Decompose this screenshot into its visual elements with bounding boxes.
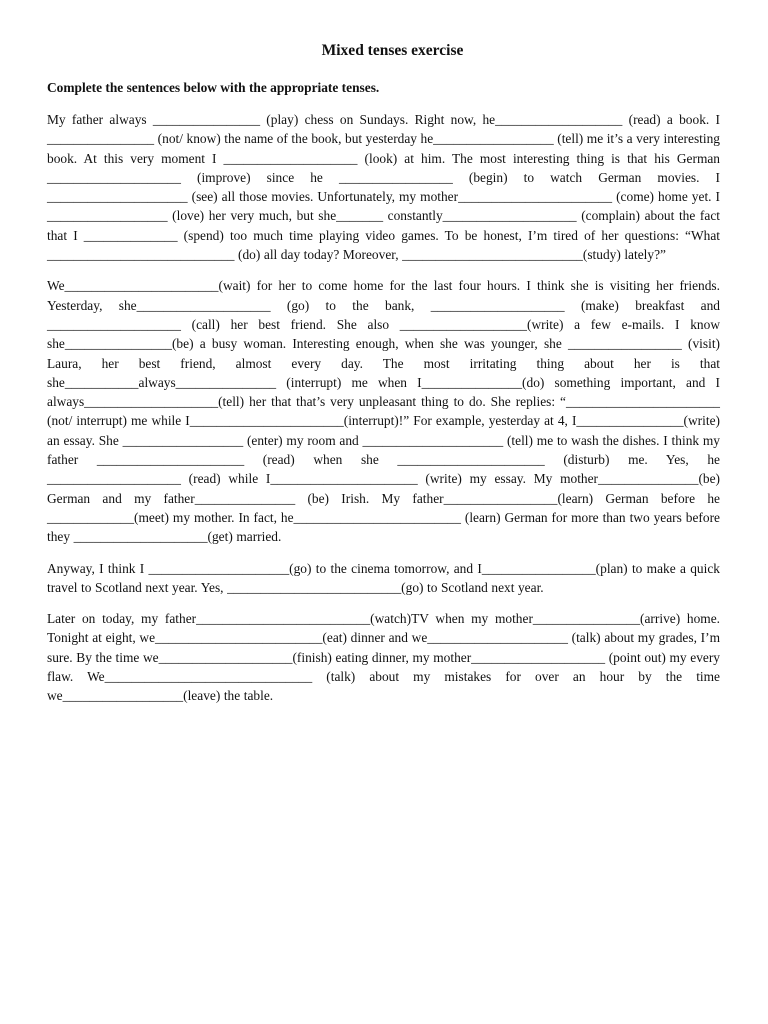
paragraph-1-text: My father always ________________ (play) chess on Sundays. Right now, he___________________ (read) a book. I ________________ (not/ know) the name of the book, but yesterday he__________________ (tell) me it’s a very interesting book. At this very moment I ____________________ (look) at him. The most interesting thing is that his German ____________________ (improve) since he _________________ (begin) to watch German movies. I _____________________ (see) all those movies. Unfortunately, my mother_______________________ (come) home yet. I __________________ (love) her very much, but she_______ constantly____________________ (complain) about the fact that I ______________ (spend) too much time playing video games. To be honest, I’m tired of her questions: “What ____________________________ (do) all day today? Moreover, ___________________________(study) lately?” <box>47 112 724 263</box>
paragraph-4-text: Later on today, my father__________________________(watch)TV when my mother________________(arrive) home. Tonight at eight, we_________________________(eat) dinner and we_____________________ (talk) about my grades, I’m sure. By the time we____________________(finish) eating dinner, my mother____________________ (point out) my every flaw. We_______________________________ (talk) about my mistakes for over an hour by the time we__________________(leave) the table. <box>47 611 724 704</box>
paragraph-2-text: We_______________________(wait) for her to come home for the last four hours. I think she is visiting her friends. Yesterday, she____________________ (go) to the bank, ____________________ (make) breakfast and ____________________ (call) her best friend. She also ___________________(write) a few e-mails. I know she________________(be) a busy woman. Interesting enough, when she was younger, she _________________ (visit) Laura, her best friend, almost every day. The most irritating thing about her is that she___________always_______________ (interrupt) me when I_______________(do) something important, and I always____________________(tell) her that that’s very unpleasant thing to do. She replies: “_______________________ (not/ interrupt) me while I_______________________(interrupt)!” For example, yesterday at 4, I________________(write) an essay. She __________________ (enter) my room and _____________________ (tell) me to wash the dishes. I think my father ______________________ (read) when she ______________________ (disturb) me. Yes, he ____________________ (read) while I______________________ (write) my essay. My mother_______________(be) German and my father_______________ (be) Irish. My father_________________(learn) German before he _____________(meet) my mother. In fact, he_________________________ (learn) German for more than two years before they ____________________(get) married. <box>47 278 724 545</box>
paragraph-4 <box>47 609 724 705</box>
paragraph-2 <box>47 276 724 546</box>
worksheet-title: Mixed tenses exercise <box>321 42 464 59</box>
paragraph-3-text: Anyway, I think I _____________________(go) to the cinema tomorrow, and I_________________(plan) to make a quick travel to Scotland next year. Yes, __________________________(go) to Scotland next year. <box>47 560 724 595</box>
paragraph-1 <box>47 110 724 264</box>
paragraph-3 <box>47 559 724 598</box>
instructions: Complete the sentences below with the appropriate tenses. <box>47 80 380 95</box>
